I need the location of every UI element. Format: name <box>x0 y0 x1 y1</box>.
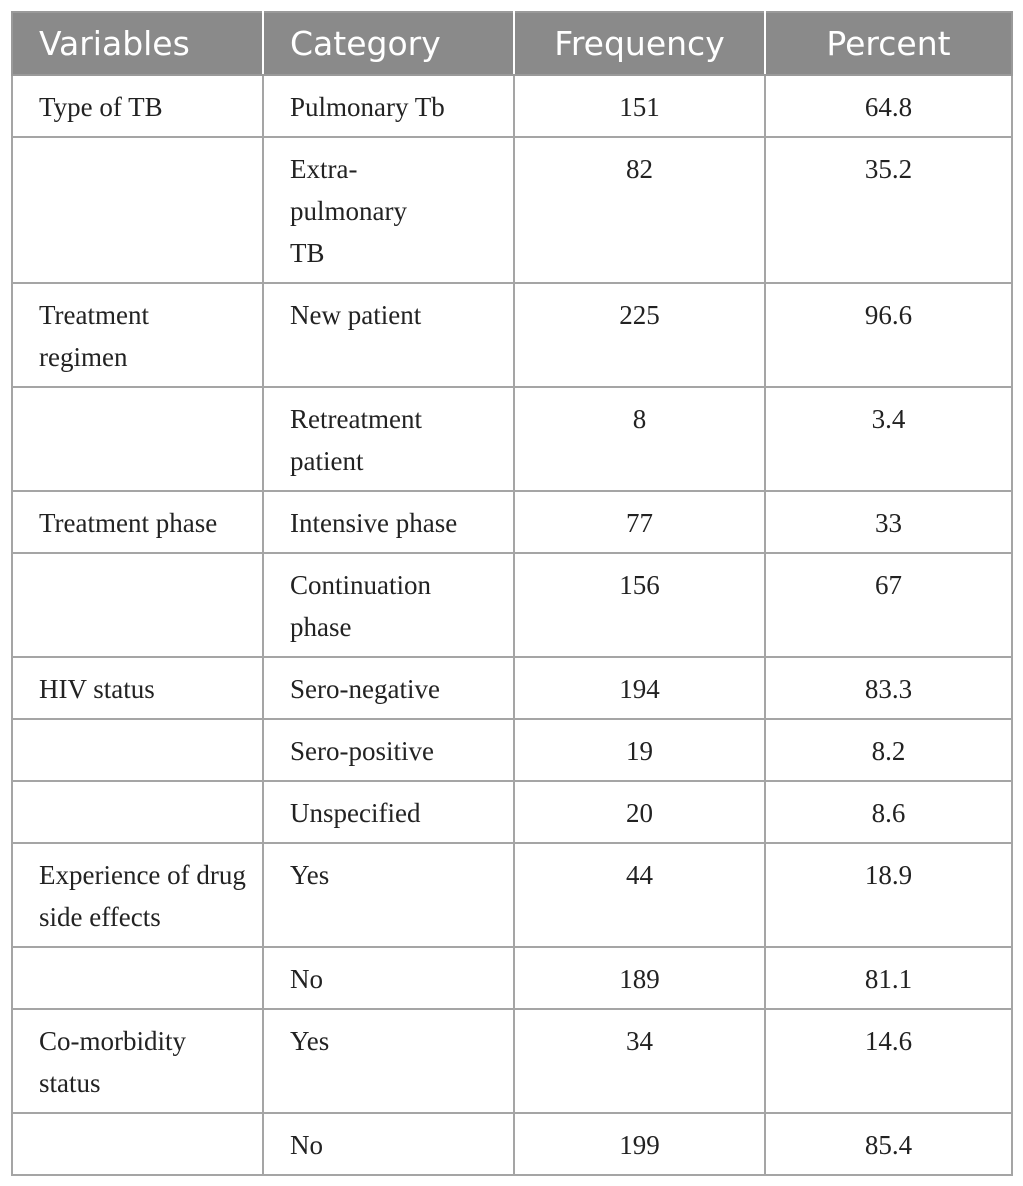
data-table <box>11 11 1013 1176</box>
table-row <box>12 75 1012 137</box>
cell-percent: 8.6 <box>765 781 1012 843</box>
table-row <box>12 1009 1012 1113</box>
cell-variable <box>12 387 263 491</box>
cell-frequency: 34 <box>514 1009 765 1113</box>
cell-frequency: 151 <box>514 75 765 137</box>
cell-variable: Type of TB <box>12 75 263 137</box>
cell-frequency: 225 <box>514 283 765 387</box>
table-row <box>12 657 1012 719</box>
cell-percent: 3.4 <box>765 387 1012 491</box>
cell-category: Intensive phase <box>263 491 514 553</box>
table-row <box>12 781 1012 843</box>
cell-percent: 81.1 <box>765 947 1012 1009</box>
header-frequency: Frequency <box>514 12 765 75</box>
cell-frequency: 189 <box>514 947 765 1009</box>
table-row <box>12 491 1012 553</box>
cell-category: No <box>263 1113 514 1175</box>
cell-percent: 35.2 <box>765 137 1012 283</box>
header-percent: Percent <box>765 12 1012 75</box>
cell-percent: 67 <box>765 553 1012 657</box>
data-table-container <box>11 11 1011 1176</box>
table-row <box>12 843 1012 947</box>
cell-category: Continuation phase <box>263 553 514 657</box>
table-row <box>12 947 1012 1009</box>
table-row <box>12 553 1012 657</box>
cell-percent: 64.8 <box>765 75 1012 137</box>
cell-percent: 8.2 <box>765 719 1012 781</box>
table-body <box>12 75 1012 1175</box>
cell-frequency: 82 <box>514 137 765 283</box>
cell-category: Unspecified <box>263 781 514 843</box>
cell-frequency: 19 <box>514 719 765 781</box>
table-row <box>12 719 1012 781</box>
cell-percent: 85.4 <box>765 1113 1012 1175</box>
cell-category: Retreatment patient <box>263 387 514 491</box>
cell-frequency: 8 <box>514 387 765 491</box>
cell-category: Yes <box>263 843 514 947</box>
cell-variable: Treatment regimen <box>12 283 263 387</box>
cell-variable: HIV status <box>12 657 263 719</box>
cell-frequency: 199 <box>514 1113 765 1175</box>
header-row <box>12 12 1012 75</box>
cell-category: Extra-pulmonary TB <box>263 137 514 283</box>
cell-frequency: 194 <box>514 657 765 719</box>
cell-variable <box>12 137 263 283</box>
cell-percent: 33 <box>765 491 1012 553</box>
cell-category: Sero-positive <box>263 719 514 781</box>
table-row <box>12 137 1012 283</box>
cell-category: Yes <box>263 1009 514 1113</box>
cell-variable <box>12 1113 263 1175</box>
table-row <box>12 387 1012 491</box>
cell-percent: 96.6 <box>765 283 1012 387</box>
cell-variable <box>12 719 263 781</box>
cell-frequency: 20 <box>514 781 765 843</box>
cell-category: No <box>263 947 514 1009</box>
cell-frequency: 44 <box>514 843 765 947</box>
cell-variable: Co-morbidity status <box>12 1009 263 1113</box>
table-header <box>12 12 1012 75</box>
cell-variable: Experience of drug side effects <box>12 843 263 947</box>
table-row <box>12 283 1012 387</box>
cell-variable <box>12 781 263 843</box>
cell-category: Sero-negative <box>263 657 514 719</box>
cell-category: Pulmonary Tb <box>263 75 514 137</box>
cell-percent: 18.9 <box>765 843 1012 947</box>
cell-category: New patient <box>263 283 514 387</box>
header-variables: Variables <box>12 12 263 75</box>
cell-percent: 83.3 <box>765 657 1012 719</box>
cell-variable <box>12 947 263 1009</box>
cell-frequency: 156 <box>514 553 765 657</box>
cell-variable <box>12 553 263 657</box>
cell-percent: 14.6 <box>765 1009 1012 1113</box>
table-row <box>12 1113 1012 1175</box>
header-category: Category <box>263 12 514 75</box>
cell-variable: Treatment phase <box>12 491 263 553</box>
cell-frequency: 77 <box>514 491 765 553</box>
